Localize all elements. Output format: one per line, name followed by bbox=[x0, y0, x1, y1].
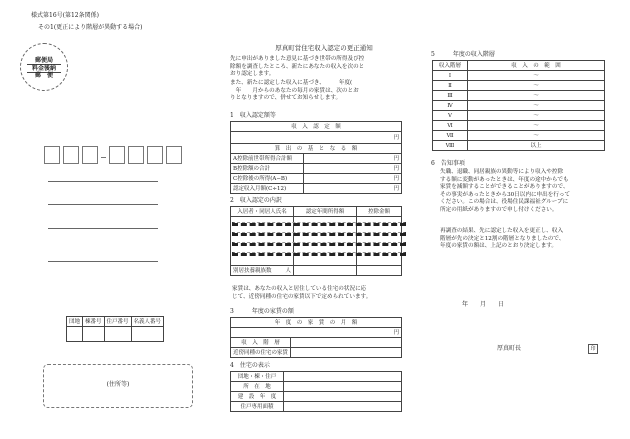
mayor-title: 厚真町長 bbox=[497, 345, 522, 352]
unit-id-table bbox=[66, 316, 164, 342]
unit-id-cell[interactable] bbox=[83, 327, 105, 342]
notice-paragraph: また、新たに認定した収入に基づき、 年度( 年 月からのあなたの毎月の家賃は、次のとお りとなりますので、併せてお知らせします。 bbox=[230, 80, 359, 102]
address-line bbox=[48, 228, 158, 229]
income-item-label: C控除後の所得(A−B) bbox=[231, 174, 304, 184]
tier-level: Ⅴ bbox=[433, 111, 468, 121]
rent-row-label: 近傍同種の住宅の家賃 bbox=[231, 348, 291, 358]
reinvestigation-paragraph: 再調査の結果、先に認定した収入を更正し、収入 階層が先の決定と12割の階層となりましたので、 年度の家賃の額は、上記のとおり決定します。 bbox=[440, 228, 565, 250]
income-item-unit: 円 bbox=[304, 164, 402, 174]
tier-level: Ⅰ bbox=[433, 71, 468, 81]
unit-id-header: 名義人番号 bbox=[131, 317, 164, 327]
tier-range: 〜 bbox=[468, 81, 605, 91]
section2-heading: 2 収入認定の内訳 bbox=[230, 197, 282, 204]
dotted-rule bbox=[232, 252, 406, 256]
basis-header: 算 出 の 基 と な る 額 bbox=[231, 144, 402, 154]
income-item-label: 認定収入月額(C÷12) bbox=[231, 184, 304, 194]
unit-id-header: 住戸番号 bbox=[104, 317, 131, 327]
income-item-unit: 円 bbox=[304, 154, 402, 164]
address-line bbox=[48, 261, 158, 262]
seal-mark: 印 bbox=[590, 346, 596, 352]
housing-display-table bbox=[230, 371, 402, 412]
rent-row-value bbox=[291, 348, 402, 358]
tier-range: 〜 bbox=[468, 101, 605, 111]
notice-items-paragraph: 失職、退職、同居親族の異動等により収入や控除 する額に変動があったときは、年度の途中からでも 家賃を減額することができることがありますので、 その事実があったときから30日以内に申出を行って ください。この場合は、役場住民課福祉グループに 所定の用紙がありますので申し付けください。 bbox=[440, 169, 571, 213]
income-amount-yen: 円 bbox=[231, 132, 402, 144]
dependents-unit: 人 bbox=[285, 267, 291, 274]
tier-header: 収入階層 bbox=[433, 61, 468, 71]
tier-level: Ⅶ bbox=[433, 131, 468, 141]
tier-level: Ⅱ bbox=[433, 81, 468, 91]
dependents-label: 別居扶養親族数 bbox=[233, 267, 272, 274]
notice-paragraph: 先に申出がありました意見に基づき世帯の所得及び控 除額を調査したところ、新たにあなたの収入を次のと おり認定します。 bbox=[230, 56, 365, 78]
postage-stamp-line: 郵便局 bbox=[34, 57, 53, 64]
dotted-rule bbox=[232, 242, 406, 246]
housing-row-label: 所 在 地 bbox=[231, 382, 284, 392]
rent-month-header: 年 度 の 家 賃 の 月 額 bbox=[231, 318, 402, 328]
tier-level: Ⅳ bbox=[433, 101, 468, 111]
section4-heading: 4 住宅の表示 bbox=[230, 362, 270, 369]
form-subtitle: その1(更正により階層が異動する場合) bbox=[38, 24, 143, 31]
breakdown-header: 入居者・同居人氏名 bbox=[231, 207, 294, 217]
form-number: 様式第16号(第12条関係) bbox=[31, 12, 99, 19]
address-line bbox=[48, 181, 158, 182]
tier-level: Ⅷ bbox=[433, 141, 468, 151]
rent-month-yen: 円 bbox=[231, 328, 402, 338]
income-amount-header: 収 入 認 定 額 bbox=[231, 122, 402, 132]
income-item-unit: 円 bbox=[304, 174, 402, 184]
postal-digit-box[interactable] bbox=[166, 146, 182, 164]
rent-row-label: 収 入 階 層 bbox=[231, 338, 291, 348]
section3-heading: 3 年度の家賃の額 bbox=[230, 308, 294, 315]
unit-id-cell[interactable] bbox=[104, 327, 131, 342]
notice-title: 厚真町営住宅収入認定の更正通知 bbox=[275, 44, 373, 52]
income-item-label: A控除前世帯所得合計額 bbox=[231, 154, 304, 164]
tier-range: 〜 bbox=[468, 131, 605, 141]
postal-digit-box[interactable] bbox=[82, 146, 98, 164]
housing-row-label: 団地・棟・住戸 bbox=[231, 372, 284, 382]
postage-stamp-line: 料金後納 bbox=[27, 64, 61, 73]
postal-digit-box[interactable] bbox=[44, 146, 60, 164]
rent-row-value bbox=[291, 338, 402, 348]
housing-row-value bbox=[284, 392, 402, 402]
breakdown-cell bbox=[357, 266, 402, 276]
housing-row-value bbox=[284, 402, 402, 412]
postal-digit-box[interactable] bbox=[109, 146, 125, 164]
official-seal bbox=[588, 344, 598, 354]
income-item-unit: 円 bbox=[304, 184, 402, 194]
section6-heading: 6 告知事項 bbox=[431, 160, 465, 167]
rent-explanation: 家賃は、あなたの収入と居住している住宅の状況に応 じて、近傍同種の住宅の家賃以下で定められています。 bbox=[232, 286, 372, 300]
postage-stamp bbox=[20, 43, 68, 91]
address-box-label: (住所等) bbox=[106, 381, 130, 388]
unit-id-cell[interactable] bbox=[131, 327, 164, 342]
housing-row-label: 建 設 年 度 bbox=[231, 392, 284, 402]
postal-digit-box[interactable] bbox=[147, 146, 163, 164]
dependents-count bbox=[231, 266, 294, 276]
address-window-box bbox=[43, 364, 193, 408]
tier-range: 〜 bbox=[468, 91, 605, 101]
issue-date: 年 月 日 bbox=[462, 301, 505, 308]
breakdown-header: 認定年間所得額 bbox=[294, 207, 357, 217]
breakdown-header: 控除金額 bbox=[357, 207, 402, 217]
tier-range: 〜 bbox=[468, 121, 605, 131]
housing-row-label: 住戸専用面積 bbox=[231, 402, 284, 412]
postal-digit-box[interactable] bbox=[128, 146, 144, 164]
unit-id-cell[interactable] bbox=[67, 327, 83, 342]
address-line bbox=[48, 204, 158, 205]
income-tier-table bbox=[432, 60, 605, 151]
tier-range: 〜 bbox=[468, 71, 605, 81]
income-certification-table bbox=[230, 121, 402, 194]
tier-level: Ⅵ bbox=[433, 121, 468, 131]
tier-range: 〜 bbox=[468, 111, 605, 121]
unit-id-header: 団地 bbox=[67, 317, 83, 327]
tier-level: Ⅲ bbox=[433, 91, 468, 101]
postage-stamp-line: 郵 便 bbox=[34, 72, 53, 79]
dotted-rule bbox=[232, 232, 406, 236]
housing-row-value bbox=[284, 382, 402, 392]
unit-id-header: 棟番号 bbox=[83, 317, 105, 327]
breakdown-cell bbox=[294, 266, 357, 276]
tier-header: 収 入 の 範 囲 bbox=[468, 61, 605, 71]
section1-heading: 1 収入認定額等 bbox=[230, 112, 276, 119]
tier-range: 以上 bbox=[468, 141, 605, 151]
dotted-rule bbox=[232, 222, 406, 226]
postal-code-boxes[interactable] bbox=[44, 146, 185, 168]
income-item-label: B控除額の合計 bbox=[231, 164, 304, 174]
section5-heading: 5 年度の収入階層 bbox=[431, 51, 495, 58]
postal-digit-box[interactable] bbox=[63, 146, 79, 164]
rent-table bbox=[230, 317, 402, 358]
housing-row-value bbox=[284, 372, 402, 382]
income-breakdown-table bbox=[230, 206, 402, 276]
postal-hyphen bbox=[101, 157, 106, 158]
